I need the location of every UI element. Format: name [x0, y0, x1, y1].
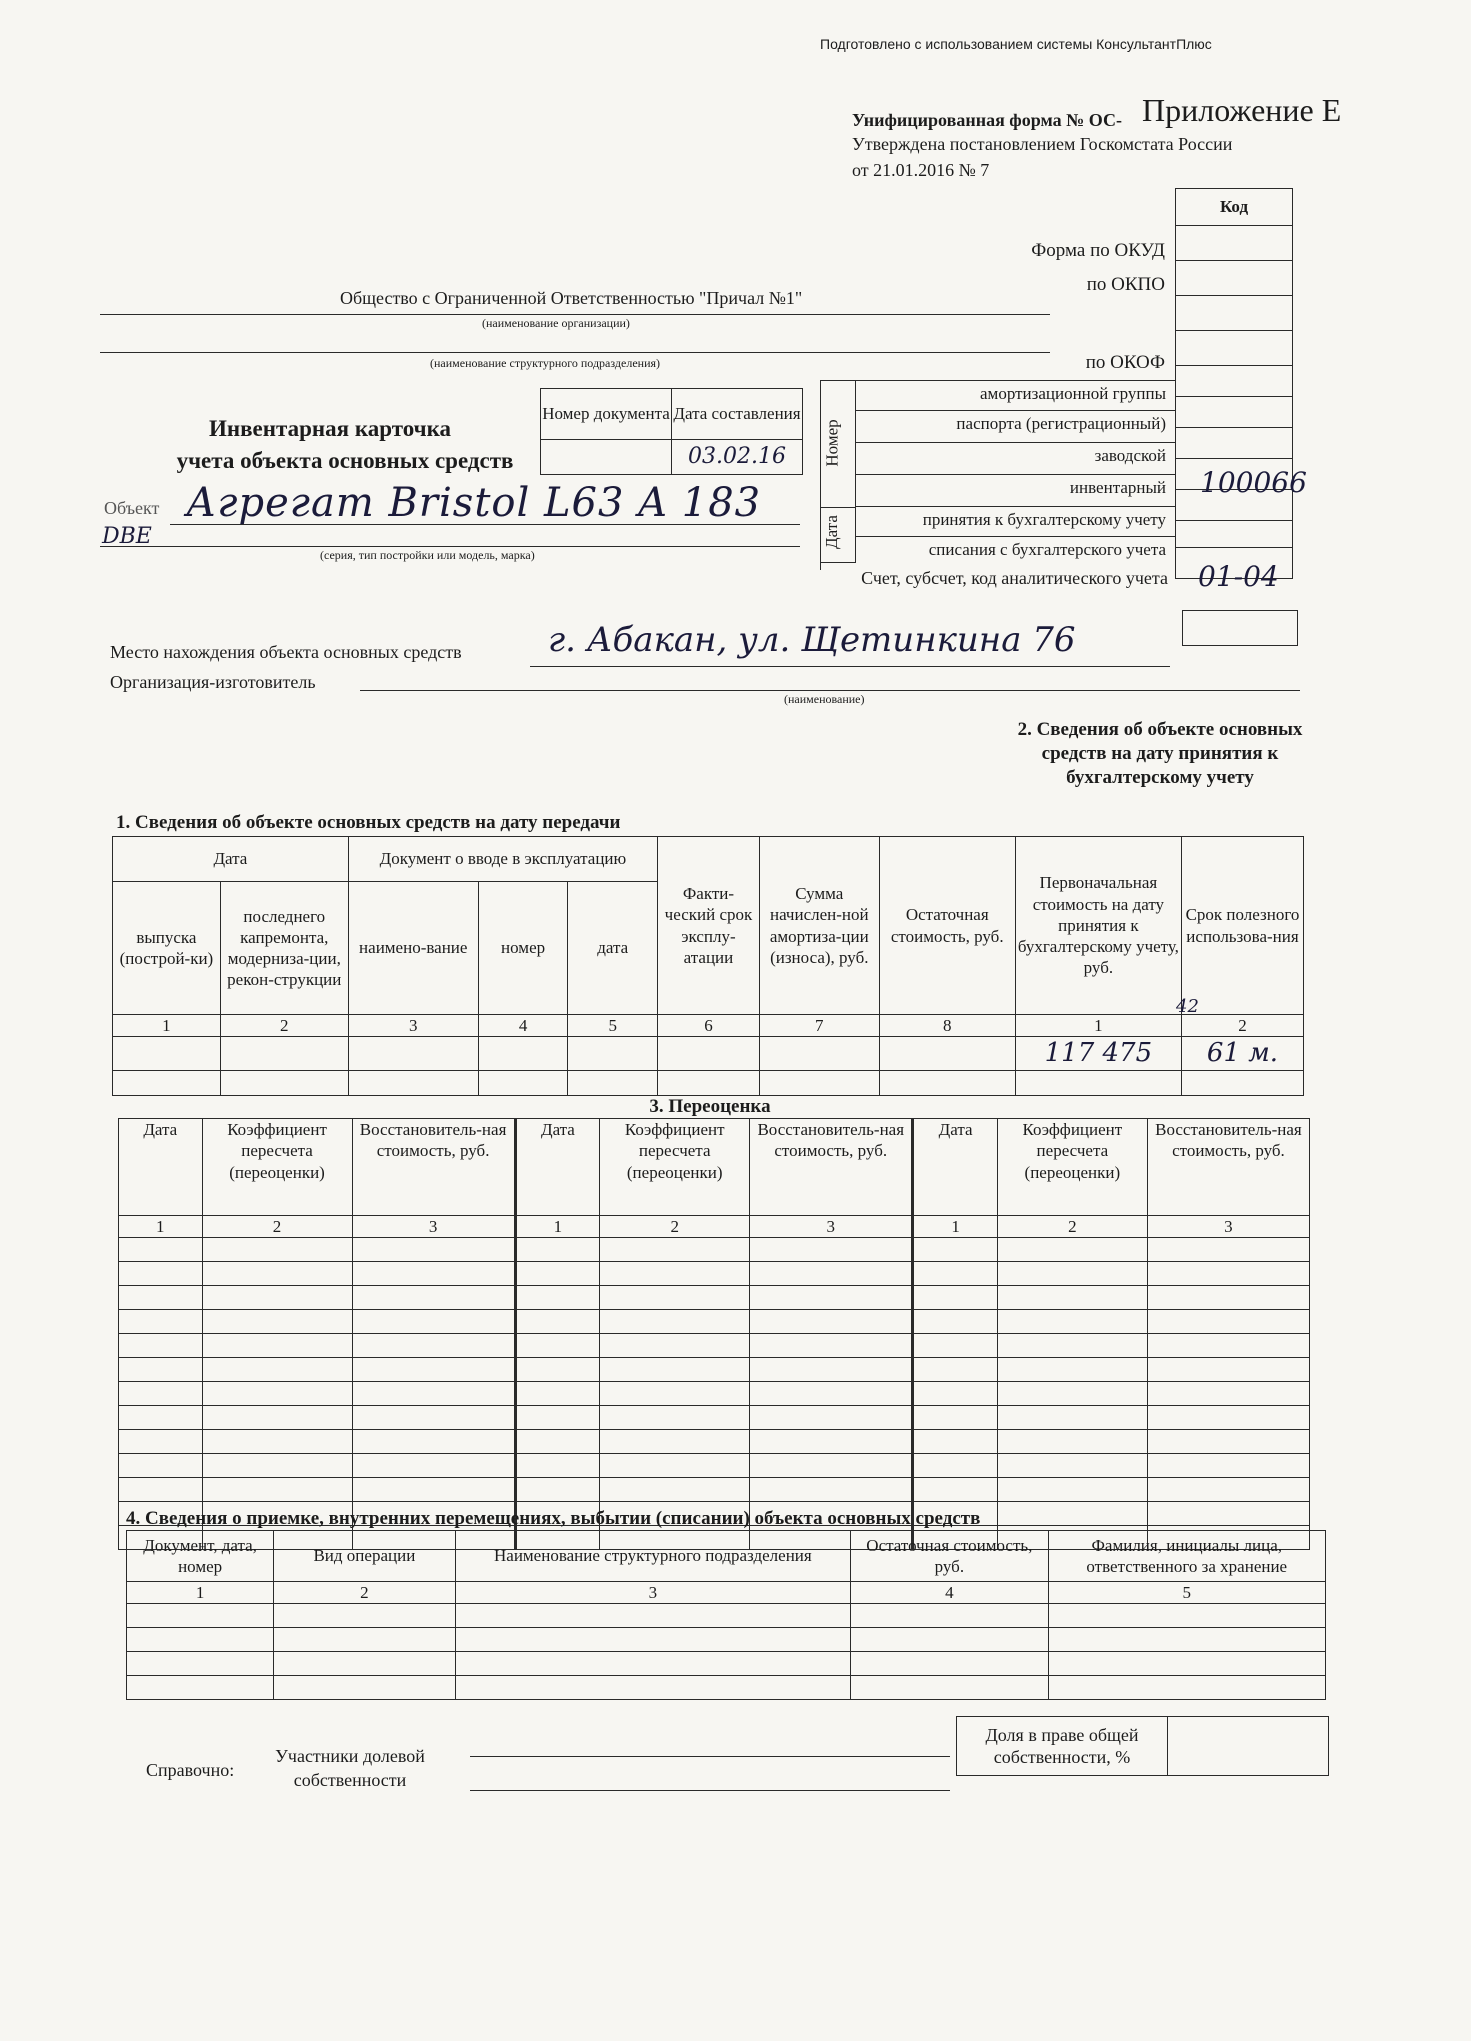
col-num: 8	[879, 1015, 1015, 1037]
unit-line	[100, 352, 1050, 353]
doc-date-header: Дата составления	[672, 389, 803, 440]
amort-group-label: амортизационной группы	[980, 384, 1166, 403]
account-label: Счет, субсчет, код аналитического учета	[861, 568, 1168, 588]
participants-line-1	[470, 1756, 950, 1757]
section2-title: 2. Сведения об объекте основных средств на дату принятия к бухгалтерскому учету	[1017, 719, 1303, 788]
factory-cell	[1176, 428, 1293, 459]
doc-number-header: Номер документа	[541, 389, 672, 440]
col-num: 2	[600, 1216, 750, 1238]
data-cell	[1182, 1070, 1304, 1095]
written-off-date-cell	[1176, 521, 1293, 548]
okof-code-cell	[1176, 331, 1293, 366]
data-cell	[348, 1037, 478, 1071]
okof-label: по ОКОФ	[1085, 352, 1165, 373]
data-cell	[759, 1070, 879, 1095]
codes-table	[1175, 188, 1293, 579]
margin-mark: 42	[1176, 996, 1199, 1017]
col-num: 2	[1182, 1015, 1304, 1037]
col-num: 2	[202, 1216, 352, 1238]
reval-restore-header: Восстановитель-ная стоимость, руб.	[1147, 1119, 1309, 1216]
section1-title: 1. Сведения об объекте основных средств на дату передачи	[116, 812, 621, 833]
okpo-label: по ОКПО	[1086, 274, 1165, 295]
object-value: Агрегат Bristol L63 A 183	[186, 480, 762, 526]
section4-title: 4. Сведения о приемке, внутренних перемещениях, выбытии (списании) объекта основных средств	[126, 1508, 981, 1529]
doc-number-col-header: номер	[478, 882, 568, 1015]
mov-operation-header: Вид операции	[274, 1531, 455, 1582]
data-cell	[658, 1070, 760, 1095]
doc-number-value	[541, 440, 672, 475]
col-num: 1	[113, 1015, 221, 1037]
repair-header: последнего капремонта, модерниза-ции, рекон-струкции	[220, 882, 348, 1015]
card-title-1: Инвентарная карточка	[208, 416, 451, 441]
col-num: 3	[1147, 1216, 1309, 1238]
reval-row	[119, 1262, 1310, 1286]
data-cell	[658, 1037, 760, 1071]
location-value: г. Абакан, ул. Щетинкина 76	[548, 620, 1076, 660]
num-row-line-0	[820, 380, 1176, 381]
col-num: 3	[455, 1582, 851, 1604]
reval-row	[119, 1454, 1310, 1478]
factory-label: заводской	[1094, 446, 1166, 465]
mov-row	[127, 1652, 1326, 1676]
reval-date-header: Дата	[913, 1119, 998, 1216]
col-num: 2	[274, 1582, 455, 1604]
mov-row	[127, 1604, 1326, 1628]
share-value	[1168, 1717, 1329, 1776]
empty-code-cell	[1176, 296, 1293, 331]
okpo-code-cell	[1176, 261, 1293, 296]
reval-coef-header: Коэффициент пересчета (переоценки)	[202, 1119, 352, 1216]
org-name-caption: (наименование организации)	[482, 316, 630, 330]
inventory-value: 100066	[1200, 466, 1307, 499]
share-label: Доля в праве общей собственности, %	[957, 1717, 1168, 1776]
reval-row	[119, 1382, 1310, 1406]
object-value-line2: DBE	[102, 524, 152, 549]
numbers-side-box	[821, 380, 856, 508]
account-value: 01-04	[1198, 560, 1279, 593]
reference-label: Справочно:	[146, 1760, 235, 1780]
col-num: 1	[913, 1216, 998, 1238]
okud-label: Форма по ОКУД	[1031, 240, 1165, 261]
col-num: 3	[352, 1216, 515, 1238]
useful-life-header: Срок полезного использова-ния	[1182, 837, 1304, 1015]
location-label: Место нахождения объекта основных средств	[110, 642, 462, 662]
written-off-label: списания с бухгалтерского учета	[928, 540, 1166, 559]
num-row-line-5	[856, 536, 1176, 537]
actual-term-header: Факти-ческий срок эксплу-атации	[658, 837, 760, 1015]
col-num: 5	[1048, 1582, 1325, 1604]
form-title: Унифицированная форма № ОС-	[852, 110, 1122, 130]
data-cell	[879, 1070, 1015, 1095]
passport-cell	[1176, 397, 1293, 428]
reval-row	[119, 1238, 1310, 1262]
reval-date-header: Дата	[119, 1119, 203, 1216]
participants-line-2	[470, 1790, 950, 1791]
mov-person-header: Фамилия, инициалы лица, ответственного за хранение	[1048, 1531, 1325, 1582]
reval-row	[119, 1406, 1310, 1430]
col-num: 1	[1015, 1015, 1181, 1037]
passport-label: паспорта (регистрационный)	[956, 414, 1166, 433]
data-cell	[759, 1037, 879, 1071]
okud-code-cell	[1176, 226, 1293, 261]
location-code-box	[1182, 610, 1298, 646]
col-num: 6	[658, 1015, 760, 1037]
section3-table	[118, 1118, 1310, 1550]
object-label: Объект	[104, 498, 160, 518]
share-table	[956, 1716, 1329, 1776]
release-header: выпуска (построй-ки)	[113, 882, 221, 1015]
object-caption: (серия, тип постройки или модель, марка)	[320, 548, 535, 562]
location-line	[530, 666, 1170, 667]
dates-side-box	[821, 506, 856, 563]
mov-doc-header: Документ, дата, номер	[127, 1531, 274, 1582]
approved-note: Утверждена постановлением Госкомстата России	[852, 134, 1233, 154]
appendix-label: Приложение Е	[1142, 92, 1342, 128]
col-num: 2	[220, 1015, 348, 1037]
num-row-line-1	[856, 410, 1176, 411]
data-cell	[220, 1070, 348, 1095]
num-row-line-4	[856, 506, 1176, 507]
maker-line	[360, 690, 1300, 691]
reval-date-header: Дата	[515, 1119, 600, 1216]
col-num: 4	[478, 1015, 568, 1037]
group-doc-header: Документ о вводе в эксплуатацию	[348, 837, 657, 882]
col-num: 1	[127, 1582, 274, 1604]
amort-group-cell	[1176, 366, 1293, 397]
doc-date-col-header: дата	[568, 882, 658, 1015]
inventory-label: инвентарный	[1069, 478, 1166, 497]
card-title-2: учета объекта основных средств	[176, 448, 514, 473]
maker-caption: (наименование)	[784, 692, 865, 706]
group-date-header: Дата	[113, 837, 349, 882]
accepted-date-label: принятия к бухгалтерскому учету	[922, 510, 1166, 529]
data-cell	[220, 1037, 348, 1071]
doc-table	[540, 388, 803, 475]
data-cell	[478, 1070, 568, 1095]
org-name: Общество с Ограниченной Ответственностью "Причал №1"	[340, 288, 803, 308]
reval-row	[119, 1358, 1310, 1382]
data-cell	[113, 1070, 221, 1095]
section4-table	[126, 1530, 1326, 1700]
section1-table	[112, 836, 1304, 1096]
useful-life-value: 61 м.	[1182, 1037, 1304, 1071]
reval-row	[119, 1334, 1310, 1358]
col-num: 2	[997, 1216, 1147, 1238]
approved-date: от 21.01.2016 № 7	[852, 160, 990, 180]
reval-row	[119, 1310, 1310, 1334]
reval-coef-header: Коэффициент пересчета (переоценки)	[600, 1119, 750, 1216]
reval-row	[119, 1430, 1310, 1454]
col-num: 1	[119, 1216, 203, 1238]
data-cell	[348, 1070, 478, 1095]
data-cell	[478, 1037, 568, 1071]
reval-row	[119, 1478, 1310, 1502]
data-cell	[1015, 1070, 1181, 1095]
mov-unit-header: Наименование структурного подразделения	[455, 1531, 851, 1582]
data-cell	[568, 1070, 658, 1095]
data-cell	[113, 1037, 221, 1071]
doc-name-header: наимено-вание	[348, 882, 478, 1015]
col-num: 7	[759, 1015, 879, 1037]
numbers-side-label: Номер	[822, 419, 842, 467]
col-num: 4	[851, 1582, 1048, 1604]
org-name-line	[100, 314, 1050, 315]
initial-cost-value: 117 475	[1015, 1037, 1181, 1071]
data-cell	[568, 1037, 658, 1071]
col-num: 3	[750, 1216, 913, 1238]
col-num: 3	[348, 1015, 478, 1037]
mov-row	[127, 1628, 1326, 1652]
reval-restore-header: Восстановитель-ная стоимость, руб.	[352, 1119, 515, 1216]
num-row-line-2	[856, 442, 1176, 443]
residual-header: Остаточная стоимость, руб.	[879, 837, 1015, 1015]
participants-label: Участники долевой собственности	[275, 1746, 425, 1790]
reval-row	[119, 1286, 1310, 1310]
data-cell	[879, 1037, 1015, 1071]
mov-row	[127, 1676, 1326, 1700]
codes-header: Код	[1176, 189, 1293, 226]
col-num: 5	[568, 1015, 658, 1037]
doc-date-value: 03.02.16	[672, 440, 803, 475]
amort-header: Сумма начислен-ной амортиза-ции (износа), руб.	[759, 837, 879, 1015]
col-num: 1	[515, 1216, 600, 1238]
mov-residual-header: Остаточная стоимость, руб.	[851, 1531, 1048, 1582]
maker-label: Организация-изготовитель	[110, 672, 316, 692]
reval-coef-header: Коэффициент пересчета (переоценки)	[997, 1119, 1147, 1216]
unit-caption: (наименование структурного подразделения)	[430, 356, 661, 370]
section3-title: 3. Переоценка	[649, 1096, 771, 1117]
object-line-1	[170, 524, 800, 525]
prepared-note: Подготовлено с использованием системы КонсультантПлюс	[820, 36, 1212, 52]
num-row-line-3	[856, 474, 1176, 475]
reval-restore-header: Восстановитель-ная стоимость, руб.	[750, 1119, 913, 1216]
dates-side-label: Дата	[821, 515, 841, 549]
initial-cost-header: Первоначальная стоимость на дату принятия к бухгалтерскому учету, руб.	[1015, 837, 1181, 1015]
object-line-2	[100, 546, 800, 547]
